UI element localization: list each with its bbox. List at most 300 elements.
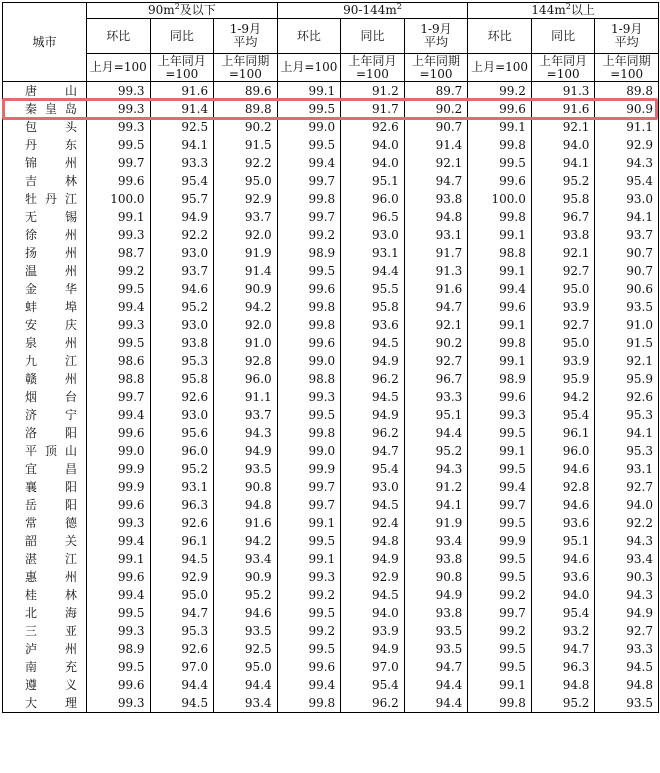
value-cell: 92.7 [531, 316, 595, 334]
value-cell: 94.9 [341, 640, 405, 658]
value-cell: 91.0 [214, 334, 278, 352]
value-cell: 94.1 [404, 496, 468, 514]
value-cell: 93.5 [595, 694, 659, 713]
value-cell: 92.0 [214, 316, 278, 334]
value-cell: 99.7 [87, 154, 151, 172]
table-row [3, 136, 659, 154]
value-cell: 99.2 [468, 586, 532, 604]
base-header: 上年同月 =100 [150, 54, 214, 82]
value-cell: 94.2 [214, 532, 278, 550]
value-cell: 93.0 [595, 190, 659, 208]
value-cell: 99.8 [277, 190, 341, 208]
city-name: 桂 林 [25, 588, 77, 602]
value-cell: 99.3 [87, 514, 151, 532]
value-cell: 91.3 [531, 82, 595, 101]
city-cell [3, 82, 87, 101]
base-header: 上年同期 =100 [595, 54, 659, 82]
price-index-table [2, 2, 659, 713]
value-cell: 100.0 [87, 190, 151, 208]
table-row [3, 352, 659, 370]
value-cell: 99.6 [468, 298, 532, 316]
city-cell [3, 532, 87, 550]
value-cell: 99.8 [277, 424, 341, 442]
value-cell: 92.7 [531, 262, 595, 280]
city-cell [3, 154, 87, 172]
city-name: 三 亚 [25, 624, 77, 638]
value-cell: 95.2 [150, 298, 214, 316]
table-row [3, 424, 659, 442]
value-cell: 95.0 [531, 334, 595, 352]
value-cell: 99.5 [87, 280, 151, 298]
value-cell: 98.8 [87, 370, 151, 388]
city-name: 锦 州 [25, 156, 77, 170]
value-cell: 99.5 [277, 640, 341, 658]
value-cell: 94.3 [595, 532, 659, 550]
value-cell: 91.6 [531, 100, 595, 118]
city-cell [3, 550, 87, 568]
city-name: 丹 东 [25, 138, 77, 152]
value-cell: 99.6 [468, 388, 532, 406]
value-cell: 99.5 [468, 550, 532, 568]
city-name: 泉 州 [25, 336, 77, 350]
value-cell: 93.8 [404, 604, 468, 622]
value-cell: 99.8 [468, 334, 532, 352]
value-cell: 94.0 [531, 586, 595, 604]
value-cell: 91.5 [214, 136, 278, 154]
value-cell: 99.3 [87, 100, 151, 118]
value-cell: 95.2 [531, 172, 595, 190]
value-cell: 95.2 [404, 442, 468, 460]
table-row [3, 388, 659, 406]
city-name: 唐 山 [25, 84, 77, 98]
table-row [3, 316, 659, 334]
value-cell: 94.9 [595, 604, 659, 622]
city-cell [3, 496, 87, 514]
city-cell [3, 640, 87, 658]
value-cell: 94.9 [341, 352, 405, 370]
value-cell: 94.4 [150, 676, 214, 694]
value-cell: 99.1 [468, 118, 532, 136]
value-cell: 95.3 [150, 622, 214, 640]
value-cell: 95.0 [214, 658, 278, 676]
value-cell: 99.7 [87, 388, 151, 406]
city-name: 湛 江 [25, 552, 77, 566]
value-cell: 93.8 [150, 334, 214, 352]
value-cell: 99.6 [87, 676, 151, 694]
table-row [3, 496, 659, 514]
header-row-groups [3, 3, 659, 19]
value-cell: 95.1 [404, 406, 468, 424]
city-name: 大 理 [25, 696, 77, 710]
value-cell: 95.2 [214, 586, 278, 604]
value-cell: 89.7 [404, 82, 468, 101]
city-name: 遵 义 [25, 678, 77, 692]
value-cell: 99.1 [468, 316, 532, 334]
city-cell [3, 514, 87, 532]
city-cell [3, 658, 87, 676]
value-cell: 93.0 [341, 478, 405, 496]
table-row [3, 244, 659, 262]
value-cell: 94.3 [404, 460, 468, 478]
value-cell: 94.8 [341, 532, 405, 550]
value-cell: 92.7 [595, 478, 659, 496]
table-header [3, 3, 659, 82]
value-cell: 94.5 [150, 550, 214, 568]
table-row [3, 82, 659, 101]
value-cell: 96.1 [531, 424, 595, 442]
value-cell: 93.0 [150, 406, 214, 424]
value-cell: 99.3 [87, 118, 151, 136]
value-cell: 95.3 [595, 442, 659, 460]
value-cell: 99.4 [87, 586, 151, 604]
value-cell: 94.0 [341, 136, 405, 154]
value-cell: 99.7 [277, 208, 341, 226]
city-cell [3, 244, 87, 262]
city-cell [3, 442, 87, 460]
metric-header: 环比 [277, 19, 341, 54]
city-name: 安 庆 [25, 318, 77, 332]
value-cell: 99.6 [468, 172, 532, 190]
table-row [3, 514, 659, 532]
value-cell: 99.7 [277, 172, 341, 190]
metric-header: 1-9月 平均 [214, 19, 278, 54]
value-cell: 99.7 [468, 496, 532, 514]
value-cell: 93.0 [341, 226, 405, 244]
value-cell: 94.7 [150, 604, 214, 622]
value-cell: 94.8 [595, 676, 659, 694]
value-cell: 97.0 [341, 658, 405, 676]
value-cell: 93.1 [404, 226, 468, 244]
city-name: 济 宁 [25, 408, 77, 422]
value-cell: 94.9 [214, 442, 278, 460]
value-cell: 99.1 [468, 352, 532, 370]
value-cell: 92.9 [150, 568, 214, 586]
value-cell: 95.1 [341, 172, 405, 190]
value-cell: 99.1 [468, 262, 532, 280]
metric-header: 1-9月 平均 [595, 19, 659, 54]
value-cell: 91.6 [404, 280, 468, 298]
value-cell: 95.4 [150, 172, 214, 190]
price-index-table-container [2, 2, 658, 764]
value-cell: 89.8 [595, 82, 659, 101]
value-cell: 99.3 [277, 388, 341, 406]
value-cell: 92.2 [214, 154, 278, 172]
value-cell: 99.6 [87, 568, 151, 586]
value-cell: 96.2 [341, 424, 405, 442]
group-header-large: $144m^2$以上 [468, 3, 659, 19]
value-cell: 90.8 [214, 478, 278, 496]
value-cell: 91.2 [341, 82, 405, 101]
value-cell: 99.8 [468, 136, 532, 154]
value-cell: 92.1 [404, 316, 468, 334]
value-cell: 93.1 [595, 460, 659, 478]
value-cell: 93.5 [214, 622, 278, 640]
value-cell: 94.1 [150, 136, 214, 154]
value-cell: 91.1 [214, 388, 278, 406]
value-cell: 94.6 [150, 280, 214, 298]
table-row [3, 640, 659, 658]
value-cell: 99.9 [277, 460, 341, 478]
city-cell [3, 370, 87, 388]
table-row [3, 172, 659, 190]
city-name: 秦 皇 岛 [25, 102, 77, 116]
table-row [3, 280, 659, 298]
value-cell: 94.6 [531, 460, 595, 478]
value-cell: 99.5 [468, 460, 532, 478]
city-name: 蚌 埠 [25, 300, 77, 314]
value-cell: 92.7 [595, 622, 659, 640]
value-cell: 90.9 [214, 568, 278, 586]
city-name: 吉 林 [25, 174, 77, 188]
city-cell [3, 334, 87, 352]
value-cell: 95.5 [341, 280, 405, 298]
city-cell [3, 208, 87, 226]
value-cell: 91.3 [404, 262, 468, 280]
value-cell: 99.9 [468, 532, 532, 550]
value-cell: 92.8 [214, 352, 278, 370]
city-cell [3, 172, 87, 190]
base-header: 上月=100 [468, 54, 532, 82]
value-cell: 94.1 [595, 424, 659, 442]
value-cell: 99.9 [87, 478, 151, 496]
city-name: 赣 州 [25, 372, 77, 386]
city-cell [3, 190, 87, 208]
table-row [3, 532, 659, 550]
value-cell: 92.2 [150, 226, 214, 244]
value-cell: 94.7 [341, 442, 405, 460]
value-cell: 95.8 [341, 298, 405, 316]
value-cell: 92.1 [531, 244, 595, 262]
value-cell: 99.0 [277, 442, 341, 460]
value-cell: 99.3 [87, 82, 151, 101]
value-cell: 93.4 [595, 550, 659, 568]
value-cell: 93.6 [531, 568, 595, 586]
city-name: 包 头 [25, 120, 77, 134]
city-cell [3, 280, 87, 298]
value-cell: 99.6 [87, 496, 151, 514]
value-cell: 93.8 [531, 226, 595, 244]
value-cell: 99.5 [468, 568, 532, 586]
city-name: 九 江 [25, 354, 77, 368]
base-header: 上年同期 =100 [404, 54, 468, 82]
city-cell [3, 424, 87, 442]
value-cell: 99.3 [87, 226, 151, 244]
value-cell: 99.3 [87, 694, 151, 713]
value-cell: 99.1 [468, 676, 532, 694]
table-row [3, 370, 659, 388]
value-cell: 95.8 [150, 370, 214, 388]
value-cell: 95.7 [150, 190, 214, 208]
value-cell: 99.5 [277, 136, 341, 154]
table-row [3, 118, 659, 136]
metric-header: 环比 [468, 19, 532, 54]
value-cell: 99.6 [277, 334, 341, 352]
table-row [3, 406, 659, 424]
value-cell: 94.1 [595, 208, 659, 226]
city-name: 南 充 [25, 660, 77, 674]
value-cell: 96.2 [341, 694, 405, 713]
value-cell: 92.6 [595, 388, 659, 406]
value-cell: 99.5 [468, 424, 532, 442]
value-cell: 94.4 [404, 694, 468, 713]
table-row [3, 460, 659, 478]
value-cell: 93.2 [531, 622, 595, 640]
value-cell: 93.5 [595, 298, 659, 316]
value-cell: 94.0 [595, 496, 659, 514]
value-cell: 90.6 [595, 280, 659, 298]
value-cell: 93.4 [214, 694, 278, 713]
value-cell: 99.4 [87, 298, 151, 316]
table-row [3, 694, 659, 713]
value-cell: 94.5 [150, 694, 214, 713]
value-cell: 99.5 [468, 154, 532, 172]
city-cell [3, 298, 87, 316]
value-cell: 90.2 [404, 100, 468, 118]
value-cell: 93.9 [531, 298, 595, 316]
value-cell: 99.3 [87, 316, 151, 334]
value-cell: 96.0 [150, 442, 214, 460]
value-cell: 90.3 [595, 568, 659, 586]
value-cell: 94.2 [214, 298, 278, 316]
value-cell: 93.4 [214, 550, 278, 568]
city-column-header: 城市 [3, 3, 87, 82]
metric-header: 同比 [341, 19, 405, 54]
value-cell: 98.9 [468, 370, 532, 388]
value-cell: 99.2 [468, 622, 532, 640]
value-cell: 94.5 [341, 586, 405, 604]
value-cell: 99.8 [277, 694, 341, 713]
metric-header: 同比 [531, 19, 595, 54]
value-cell: 99.5 [468, 514, 532, 532]
value-cell: 90.2 [404, 334, 468, 352]
header-row-metrics [3, 19, 659, 54]
value-cell: 99.2 [468, 82, 532, 101]
value-cell: 96.7 [404, 370, 468, 388]
value-cell: 99.1 [277, 82, 341, 101]
value-cell: 94.4 [404, 676, 468, 694]
value-cell: 94.8 [214, 496, 278, 514]
table-row [3, 262, 659, 280]
value-cell: 91.0 [595, 316, 659, 334]
value-cell: 95.2 [531, 694, 595, 713]
value-cell: 95.2 [150, 460, 214, 478]
value-cell: 99.2 [277, 226, 341, 244]
value-cell: 99.1 [277, 550, 341, 568]
value-cell: 99.8 [277, 298, 341, 316]
city-name: 牡 丹 江 [25, 192, 77, 206]
value-cell: 95.4 [531, 604, 595, 622]
value-cell: 95.0 [531, 280, 595, 298]
table-row [3, 586, 659, 604]
city-cell [3, 316, 87, 334]
value-cell: 94.2 [531, 388, 595, 406]
value-cell: 93.3 [404, 388, 468, 406]
city-name: 洛 阳 [25, 426, 77, 440]
value-cell: 99.2 [277, 586, 341, 604]
city-name: 无 锡 [25, 210, 77, 224]
table-row [3, 442, 659, 460]
value-cell: 99.5 [87, 334, 151, 352]
base-header: 上月=100 [87, 54, 151, 82]
value-cell: 95.8 [531, 190, 595, 208]
city-name: 岳 阳 [25, 498, 77, 512]
table-row [3, 622, 659, 640]
value-cell: 95.1 [531, 532, 595, 550]
value-cell: 99.6 [277, 280, 341, 298]
value-cell: 94.5 [341, 334, 405, 352]
value-cell: 96.3 [531, 658, 595, 676]
city-name: 泸 州 [25, 642, 77, 656]
value-cell: 94.5 [341, 388, 405, 406]
value-cell: 92.5 [214, 640, 278, 658]
value-cell: 93.6 [531, 514, 595, 532]
value-cell: 92.9 [595, 136, 659, 154]
value-cell: 98.8 [468, 244, 532, 262]
city-name: 宜 昌 [25, 462, 77, 476]
value-cell: 96.7 [531, 208, 595, 226]
value-cell: 94.9 [341, 550, 405, 568]
value-cell: 99.7 [468, 604, 532, 622]
value-cell: 94.6 [531, 496, 595, 514]
city-cell [3, 604, 87, 622]
value-cell: 99.4 [87, 406, 151, 424]
city-name: 徐 州 [25, 228, 77, 242]
value-cell: 99.6 [87, 172, 151, 190]
value-cell: 94.0 [531, 136, 595, 154]
value-cell: 93.9 [341, 622, 405, 640]
city-cell [3, 100, 87, 118]
city-name: 常 德 [25, 516, 77, 530]
value-cell: 94.6 [214, 604, 278, 622]
value-cell: 92.1 [404, 154, 468, 172]
value-cell: 93.0 [150, 244, 214, 262]
value-cell: 90.7 [595, 262, 659, 280]
value-cell: 99.8 [468, 208, 532, 226]
value-cell: 99.5 [277, 100, 341, 118]
value-cell: 99.7 [277, 478, 341, 496]
value-cell: 95.9 [595, 370, 659, 388]
table-row [3, 658, 659, 676]
value-cell: 99.7 [277, 496, 341, 514]
value-cell: 93.9 [531, 352, 595, 370]
value-cell: 99.0 [277, 118, 341, 136]
value-cell: 92.1 [531, 118, 595, 136]
value-cell: 99.9 [87, 460, 151, 478]
value-cell: 94.0 [341, 154, 405, 172]
value-cell: 99.2 [87, 262, 151, 280]
value-cell: 90.8 [404, 568, 468, 586]
value-cell: 99.5 [468, 658, 532, 676]
city-cell [3, 460, 87, 478]
value-cell: 96.0 [341, 190, 405, 208]
value-cell: 89.6 [214, 82, 278, 101]
value-cell: 94.5 [595, 658, 659, 676]
city-cell [3, 118, 87, 136]
value-cell: 92.6 [150, 388, 214, 406]
value-cell: 99.1 [468, 442, 532, 460]
value-cell: 96.0 [214, 370, 278, 388]
value-cell: 99.4 [468, 478, 532, 496]
city-cell [3, 568, 87, 586]
city-cell [3, 586, 87, 604]
value-cell: 93.7 [595, 226, 659, 244]
value-cell: 91.1 [595, 118, 659, 136]
value-cell: 99.5 [277, 532, 341, 550]
city-name: 扬 州 [25, 246, 77, 260]
value-cell: 94.9 [150, 208, 214, 226]
value-cell: 93.7 [214, 208, 278, 226]
city-name: 惠 州 [25, 570, 77, 584]
